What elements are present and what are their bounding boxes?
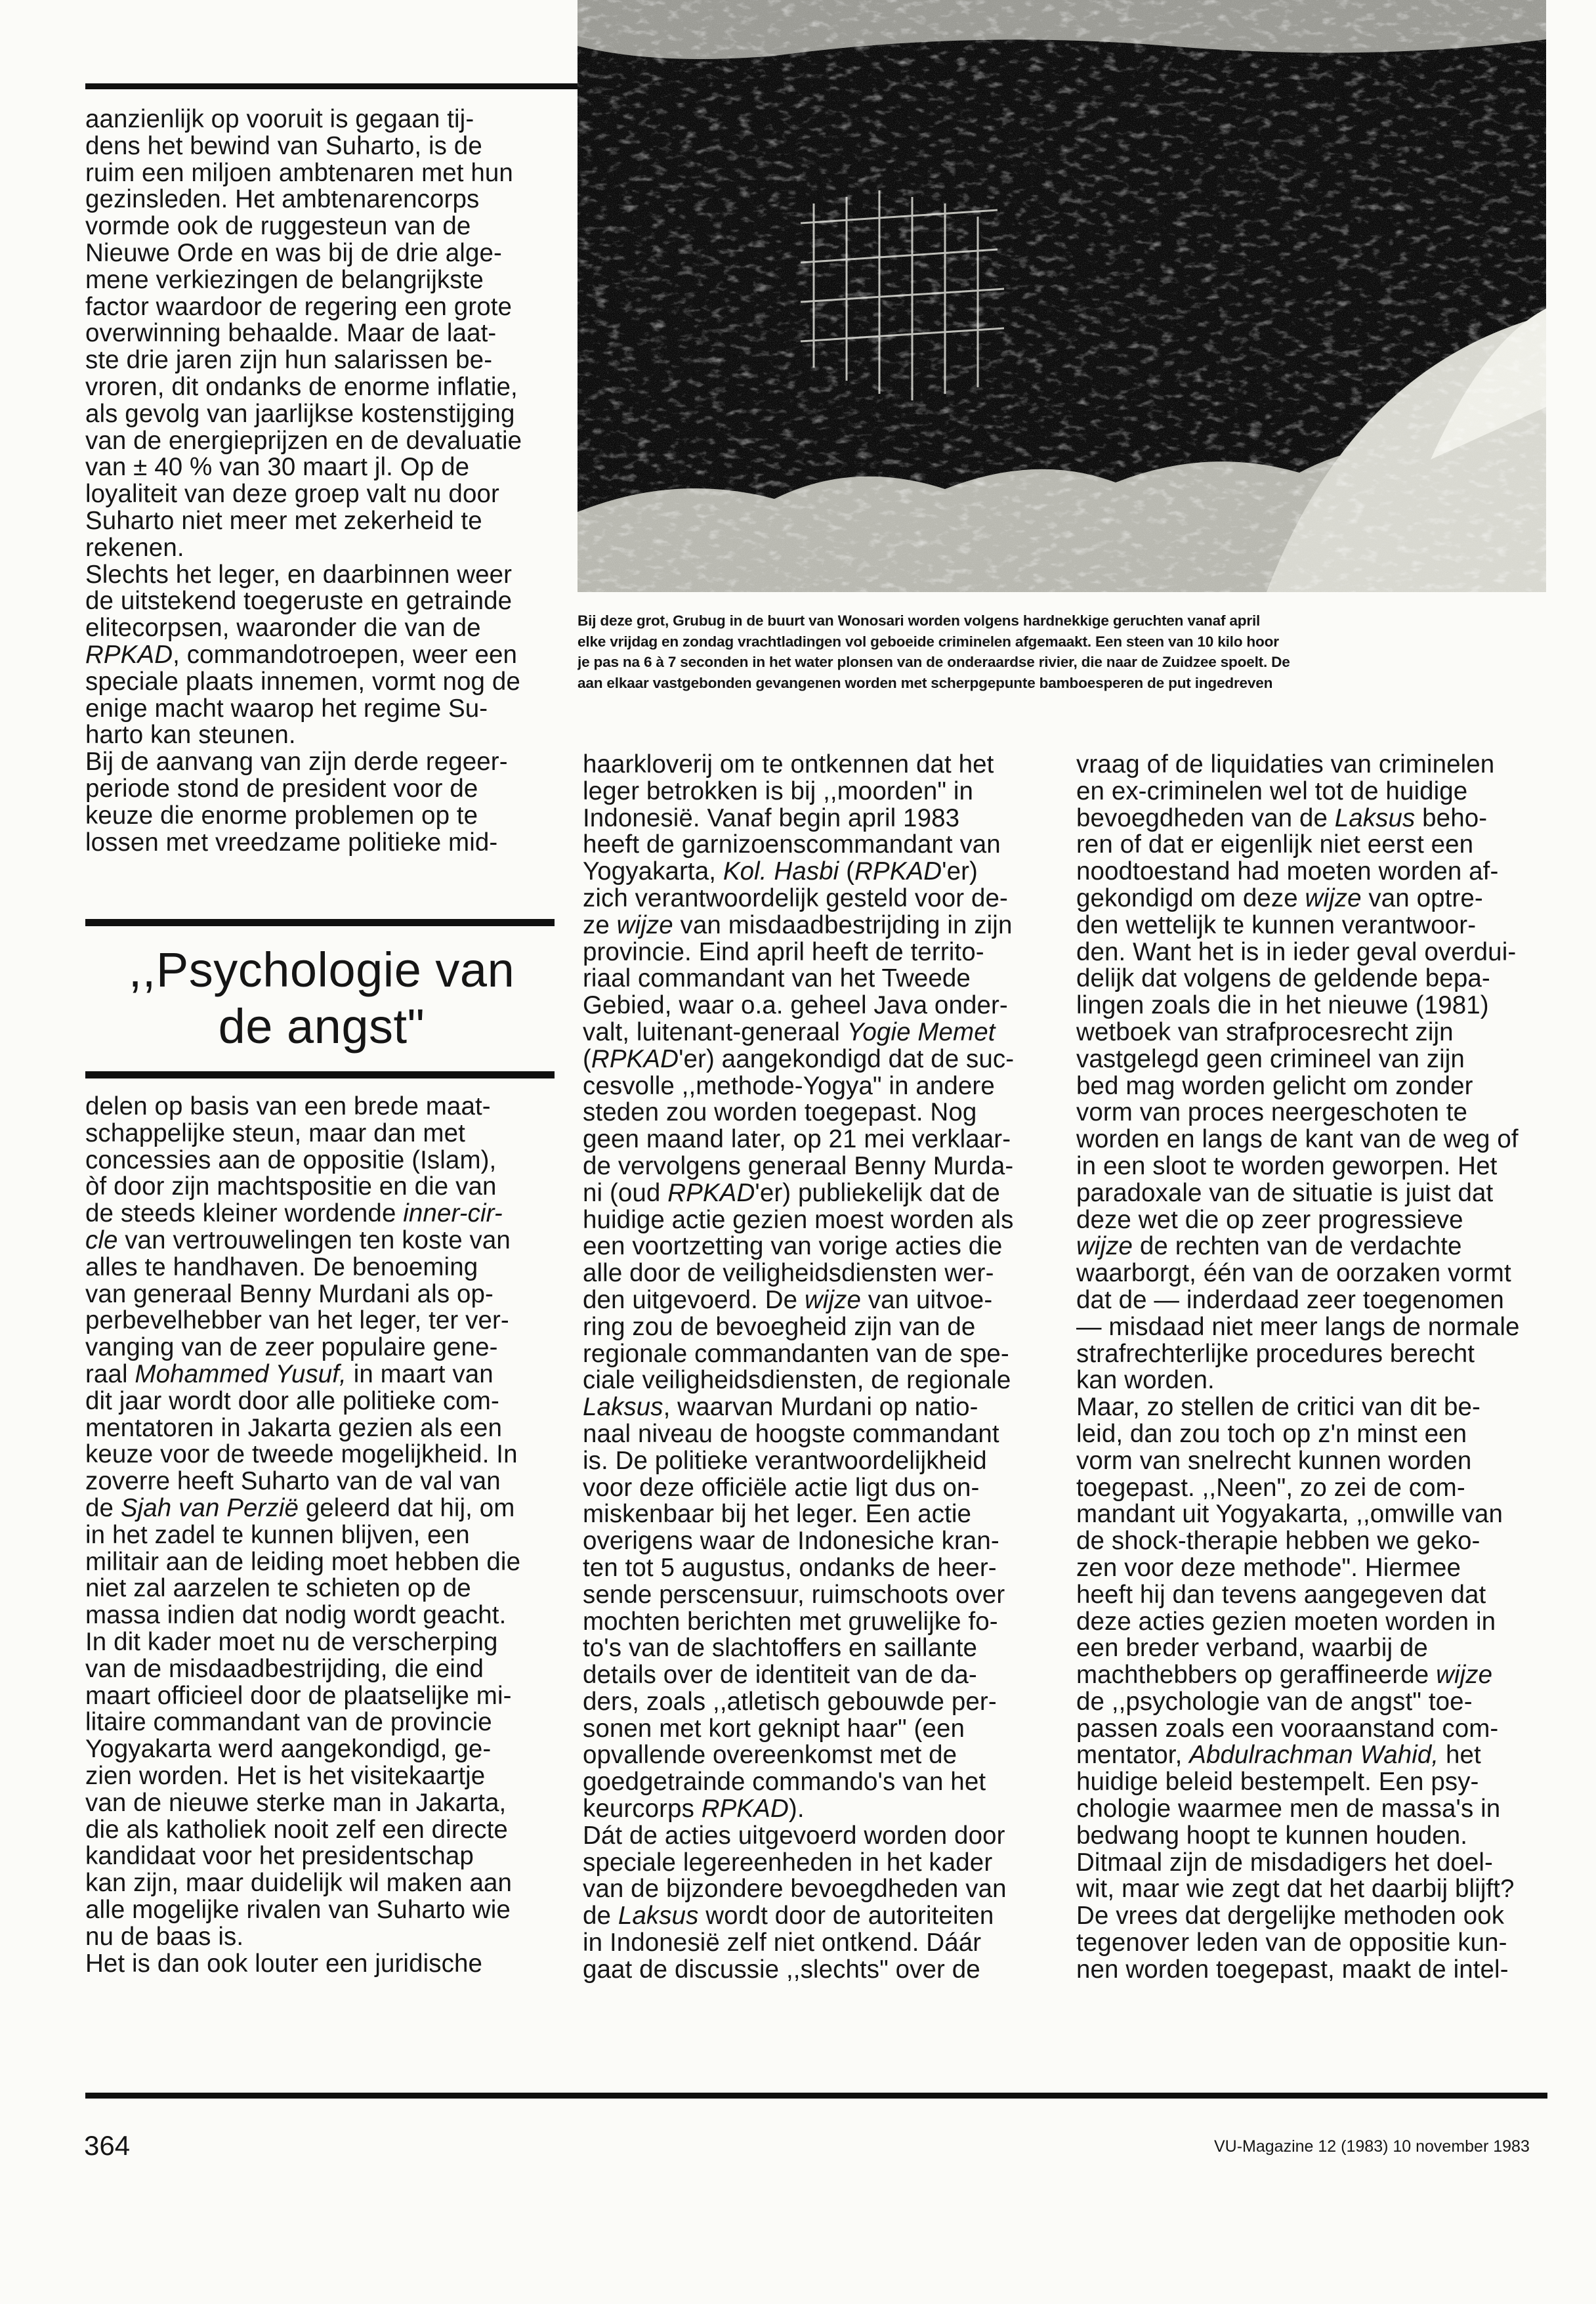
text-line: naal niveau de hoogste commandant	[583, 1419, 999, 1448]
text-line: in Indonesië zelf niet ontkend. Dáár	[583, 1929, 982, 1957]
text-line: delen op basis van een brede maat-	[85, 1092, 491, 1120]
caption-line: aan elkaar vastgebonden gevangenen worden met scherpgepunte bamboesperen de put ingedreven	[578, 674, 1273, 691]
text-line: ste drie jaren zijn hun salarissen be-	[85, 346, 493, 375]
text-line: ze wijze van misdaadbestrijding in zijn	[583, 910, 1013, 939]
text-line: lossen met vreedzame politieke mid-	[85, 828, 498, 857]
text-line: geen maand later, op 21 mei verklaar-	[583, 1125, 1011, 1154]
text-line: cle van vertrouwelingen ten koste van	[85, 1226, 511, 1254]
text-line: keuze voor de tweede mogelijkheid. In	[85, 1440, 518, 1469]
text-line: RPKAD, commandotroepen, weer een	[85, 640, 518, 669]
text-line: de vervolgens generaal Benny Murda-	[583, 1151, 1014, 1180]
text-line: zien worden. Het is het visitekaartje	[85, 1761, 486, 1790]
text-line: Gebied, waar o.a. geheel Java onder-	[583, 991, 1008, 1020]
footer-rule	[85, 2093, 1547, 2099]
text-line: keuze die enorme problemen op te	[85, 801, 478, 830]
text-line: in een sloot te worden geworpen. Het	[1076, 1151, 1498, 1180]
text-line: regionale commandanten van de spe-	[583, 1339, 1009, 1368]
text-line: van ± 40 % van 30 maart jl. Op de	[85, 453, 470, 482]
caption-line: elke vrijdag en zondag vrachtladingen vol geboeide criminelen afgemaakt. Een steen van 10 kilo hoor	[578, 633, 1279, 650]
text-line: schappelijke steun, maar dan met	[85, 1119, 465, 1147]
column-left-top	[85, 106, 555, 856]
text-line: Nieuwe Orde en was bij de drie alge-	[85, 238, 502, 267]
text-line: de steeds kleiner wordende inner-cir-	[85, 1199, 503, 1228]
text-line: vorm van snelrecht kunnen worden	[1076, 1446, 1472, 1475]
text-line: voor deze officiële actie ligt dus on-	[583, 1473, 980, 1502]
photo-caption	[578, 610, 1549, 693]
text-line: dens het bewind van Suharto, is de	[85, 131, 482, 160]
text-line: die als katholiek nooit zelf een directe	[85, 1815, 508, 1844]
text-line: gezinsleden. Het ambtenarencorps	[85, 185, 480, 214]
text-line: provincie. Eind april heeft de territo-	[583, 937, 984, 966]
text-line: In dit kader moet nu de verscherping	[85, 1627, 498, 1656]
text-line: Maar, zo stellen de critici van dit be-	[1076, 1393, 1480, 1422]
heading-line: de angst"	[218, 999, 425, 1054]
text-line: alle door de veiligheidsdiensten wer-	[583, 1259, 994, 1288]
cave-entrance-photo	[578, 0, 1546, 592]
text-line: perbevelhebber van het leger, ter ver-	[85, 1306, 509, 1335]
text-line: den uitgevoerd. De wijze van uitvoe-	[583, 1285, 993, 1314]
text-line: steden zou worden toegepast. Nog	[583, 1098, 977, 1127]
text-line: vormde ook de ruggesteun van de	[85, 212, 471, 241]
text-line: Laksus, waarvan Murdani op natio-	[583, 1393, 978, 1422]
text-line: van generaal Benny Murdani als op-	[85, 1279, 494, 1308]
text-line: — misdaad niet meer langs de normale	[1076, 1312, 1520, 1341]
text-line: mene verkiezingen de belangrijkste	[85, 265, 484, 294]
text-line: alles te handhaven. De benoeming	[85, 1252, 478, 1281]
publication-info: VU-Magazine 12 (1983) 10 november 1983	[1214, 2137, 1530, 2156]
text-line: kan zijn, maar duidelijk wil maken aan	[85, 1869, 513, 1898]
text-line: keurcorps RPKAD).	[583, 1795, 805, 1824]
text-line: Dát de acties uitgevoerd worden door	[583, 1821, 1005, 1850]
text-line: ruim een miljoen ambtenaren met hun	[85, 158, 513, 187]
text-line: opvallende overeenkomst met de	[583, 1741, 957, 1770]
text-line: van de bijzondere bevoegdheden van	[583, 1875, 1007, 1904]
text-line: is. De politieke verantwoordelijkheid	[583, 1446, 987, 1475]
text-line: niet zal aarzelen te schieten op de	[85, 1574, 471, 1603]
text-line: òf door zijn machtspositie en die van	[85, 1172, 497, 1201]
text-line: harto kan steunen.	[85, 721, 296, 750]
text-line: strafrechterlijke procedures berecht	[1076, 1339, 1475, 1368]
text-line: mochten berichten met gruwelijke fo-	[583, 1607, 998, 1636]
text-line: tegenover leden van de oppositie kun-	[1076, 1929, 1507, 1957]
text-line: overigens waar de Indonesiche kran-	[583, 1527, 999, 1556]
top-rule	[85, 83, 584, 89]
text-line: sonen met kort geknipt haar" (een	[583, 1714, 965, 1743]
text-line: een voortzetting van vorige acties die	[583, 1232, 1003, 1261]
text-line: heeft hij dan tevens aangegeven dat	[1076, 1580, 1486, 1609]
text-line: dit jaar wordt door alle politieke com-	[85, 1386, 499, 1415]
text-line: waarborgt, één van de oorzaken vormt	[1076, 1259, 1511, 1288]
text-line: ten tot 5 augustus, ondanks de heer-	[583, 1553, 997, 1582]
text-line: kandidaat voor het presidentschap	[85, 1842, 474, 1871]
text-line: toegepast. ,,Neen", zo zei de com-	[1076, 1473, 1465, 1502]
text-line: mentator, Abdulrachman Wahid, het	[1076, 1741, 1481, 1770]
text-line: in het zadel te kunnen blijven, een	[85, 1520, 470, 1549]
text-line: gaat de discussie ,,slechts" over de	[583, 1955, 980, 1984]
text-line: den. Want het is in ieder geval overdui-	[1076, 937, 1517, 966]
text-line: ciale veiligheidsdiensten, de regionale	[583, 1366, 1011, 1395]
text-line: ring zou de bevoegheid zijn van de	[583, 1312, 976, 1341]
column-middle	[583, 752, 1045, 1984]
text-line: een breder verband, waarbij de	[1076, 1634, 1428, 1663]
text-line: van de nieuwe sterke man in Jakarta,	[85, 1788, 507, 1817]
text-line: periode stond de president voor de	[85, 774, 478, 803]
text-line: van de energieprijzen en de devaluatie	[85, 426, 522, 455]
text-line: De vrees dat dergelijke methoden ook	[1076, 1902, 1505, 1931]
column-left-bottom	[85, 1094, 555, 1977]
text-line: huidige actie gezien moest worden als	[583, 1205, 1014, 1234]
text-line: zoverre heeft Suharto van de val van	[85, 1467, 501, 1496]
text-line: (RPKAD'er) aangekondigd dat de suc-	[583, 1044, 1015, 1073]
text-line: speciale legereenheden in het kader	[583, 1848, 993, 1877]
text-line: heeft de garnizoenscommandant van	[583, 830, 1001, 859]
text-line: vraag of de liquidaties van criminelen	[1076, 750, 1495, 779]
text-line: delijk dat volgens de geldende bepa-	[1076, 964, 1490, 993]
text-line: lingen zoals die in het nieuwe (1981)	[1076, 991, 1489, 1020]
text-line: bedwang hoopt te kunnen houden.	[1076, 1821, 1468, 1850]
text-line: haarkloverij om te ontkennen dat het	[583, 750, 994, 779]
text-line: bed mag worden gelicht om zonder	[1076, 1071, 1473, 1100]
text-line: Het is dan ook louter een juridische	[85, 1949, 482, 1978]
text-line: van de misdaadbestrijding, die eind	[85, 1654, 484, 1683]
text-line: concessies aan de oppositie (Islam),	[85, 1145, 497, 1174]
text-line: den wettelijk te kunnen verantwoor-	[1076, 910, 1477, 939]
text-line: paradoxale van de situatie is juist dat	[1076, 1178, 1494, 1207]
text-line: passen zoals een vooraanstand com-	[1076, 1714, 1499, 1743]
text-line: nen worden toegepast, maakt de intel-	[1076, 1955, 1509, 1984]
text-line: leger betrokken is bij ,,moorden" in	[583, 777, 974, 805]
text-line: leid, dan zou toch op z'n minst een	[1076, 1419, 1467, 1448]
text-line: vorm van proces neergeschoten te	[1076, 1098, 1468, 1127]
text-line: als gevolg van jaarlijkse kostenstijging	[85, 399, 515, 428]
text-line: deze acties gezien moeten worden in	[1076, 1607, 1496, 1636]
text-line: zen voor deze methode". Hiermee	[1076, 1553, 1461, 1582]
text-line: litaire commandant van de provincie	[85, 1708, 492, 1737]
text-line: ren of dat er eigenlijk niet eerst een	[1076, 830, 1474, 859]
text-line: massa indien dat nodig wordt geacht.	[85, 1601, 507, 1630]
text-line: vroren, dit ondanks de enorme inflatie,	[85, 372, 518, 401]
text-line: riaal commandant van het Tweede	[583, 964, 971, 993]
column-right	[1076, 752, 1547, 1984]
text-line: gekondigd om deze wijze van optre-	[1076, 884, 1483, 912]
text-line: mandant uit Yogyakarta, ,,omwille van	[1076, 1500, 1503, 1529]
text-line: wetboek van strafprocesrecht zijn	[1076, 1017, 1454, 1046]
text-line: goedgetrainde commando's van het	[583, 1768, 986, 1797]
text-line: en ex-criminelen wel tot de huidige	[1076, 777, 1468, 805]
text-line: chologie waarmee men de massa's in	[1076, 1795, 1501, 1824]
text-line: kan worden.	[1076, 1366, 1215, 1395]
text-line: wit, maar wie zegt dat het daarbij blijft?	[1076, 1875, 1515, 1904]
section-heading	[79, 942, 564, 1055]
text-line: speciale plaats innemen, vormt nog de	[85, 667, 520, 696]
text-line: Indonesië. Vanaf begin april 1983	[583, 803, 960, 832]
text-line: vastgelegd geen crimineel van zijn	[1076, 1044, 1465, 1073]
text-line: vanging van de zeer populaire gene-	[85, 1333, 498, 1362]
text-line: overwinning behaalde. Maar de laat-	[85, 319, 497, 348]
text-line: zich verantwoordelijk gesteld voor de-	[583, 884, 1008, 912]
text-line: aanzienlijk op vooruit is gegaan tij-	[85, 105, 474, 133]
text-line: Suharto niet meer met zekerheid te	[85, 506, 482, 535]
text-line: bevoegdheden van de Laksus beho-	[1076, 803, 1488, 832]
page-number: 364	[84, 2130, 131, 2161]
text-line: deze wet die op zeer progressieve	[1076, 1205, 1463, 1234]
text-line: valt, luitenant-generaal Yogie Memet	[583, 1017, 996, 1046]
heading-line: ,,Psychologie van	[128, 943, 515, 997]
caption-line: je pas na 6 à 7 seconden in het water plonsen van de onderaardse rivier, die naar de Zuidzee spoelt. De	[578, 654, 1290, 670]
cave-photo-image	[578, 0, 1546, 592]
text-line: elitecorpsen, waaronder die van de	[85, 614, 481, 643]
text-line: de shock-therapie hebben we geko-	[1076, 1527, 1480, 1556]
text-line: mentatoren in Jakarta gezien als een	[85, 1413, 502, 1442]
text-line: de uitstekend toegeruste en getrainde	[85, 587, 513, 616]
text-line: alle mogelijke rivalen van Suharto wie	[85, 1895, 511, 1924]
text-line: raal Mohammed Yusuf, in maart van	[85, 1359, 494, 1388]
text-line: huidige beleid bestempelt. Een psy-	[1076, 1768, 1479, 1797]
text-line: Yogyakarta, Kol. Hasbi (RPKAD'er)	[583, 857, 978, 886]
heading-rule-top	[85, 919, 555, 926]
text-line: to's van de slachtoffers en saillante	[583, 1634, 978, 1663]
text-line: ders, zoals ,,atletisch gebouwde per-	[583, 1687, 997, 1716]
text-line: Slechts het leger, en daarbinnen weer	[85, 560, 513, 589]
text-line: nu de baas is.	[85, 1922, 244, 1951]
text-line: Bij de aanvang van zijn derde regeer-	[85, 748, 508, 777]
text-line: Ditmaal zijn de misdadigers het doel-	[1076, 1848, 1493, 1877]
text-line: factor waardoor de regering een grote	[85, 292, 513, 321]
text-line: militair aan de leiding moet hebben die	[85, 1547, 521, 1576]
caption-line: Bij deze grot, Grubug in de buurt van Wonosari worden volgens hardnekkige geruchten vanaf april	[578, 612, 1261, 629]
text-line: enige macht waarop het regime Su-	[85, 694, 488, 723]
text-line: rekenen.	[85, 533, 184, 562]
text-line: maart officieel door de plaatselijke mi-	[85, 1681, 512, 1710]
heading-rule-bottom	[85, 1071, 555, 1078]
text-line: machthebbers op geraffineerde wijze	[1076, 1661, 1493, 1690]
text-line: miskenbaar bij het leger. Een actie	[583, 1500, 972, 1529]
text-line: de Sjah van Perzië geleerd dat hij, om	[85, 1493, 515, 1522]
text-line: worden en langs de kant van de weg of	[1076, 1125, 1519, 1154]
text-line: cesvolle ,,methode-Yogya" in andere	[583, 1071, 995, 1100]
text-line: Yogyakarta werd aangekondigd, ge-	[85, 1735, 492, 1764]
text-line: dat de — inderdaad zeer toegenomen	[1076, 1285, 1504, 1314]
text-line: noodtoestand had moeten worden af-	[1076, 857, 1499, 886]
text-line: loyaliteit van deze groep valt nu door	[85, 480, 499, 509]
text-line: de ,,psychologie van de angst" toe-	[1076, 1687, 1473, 1716]
text-line: sende perscensuur, ruimschoots over	[583, 1580, 1005, 1609]
text-line: details over de identiteit van de da-	[583, 1661, 977, 1690]
text-line: de Laksus wordt door de autoriteiten	[583, 1902, 994, 1931]
text-line: ni (oud RPKAD'er) publiekelijk dat de	[583, 1178, 1000, 1207]
text-line: wijze de rechten van de verdachte	[1076, 1232, 1462, 1261]
